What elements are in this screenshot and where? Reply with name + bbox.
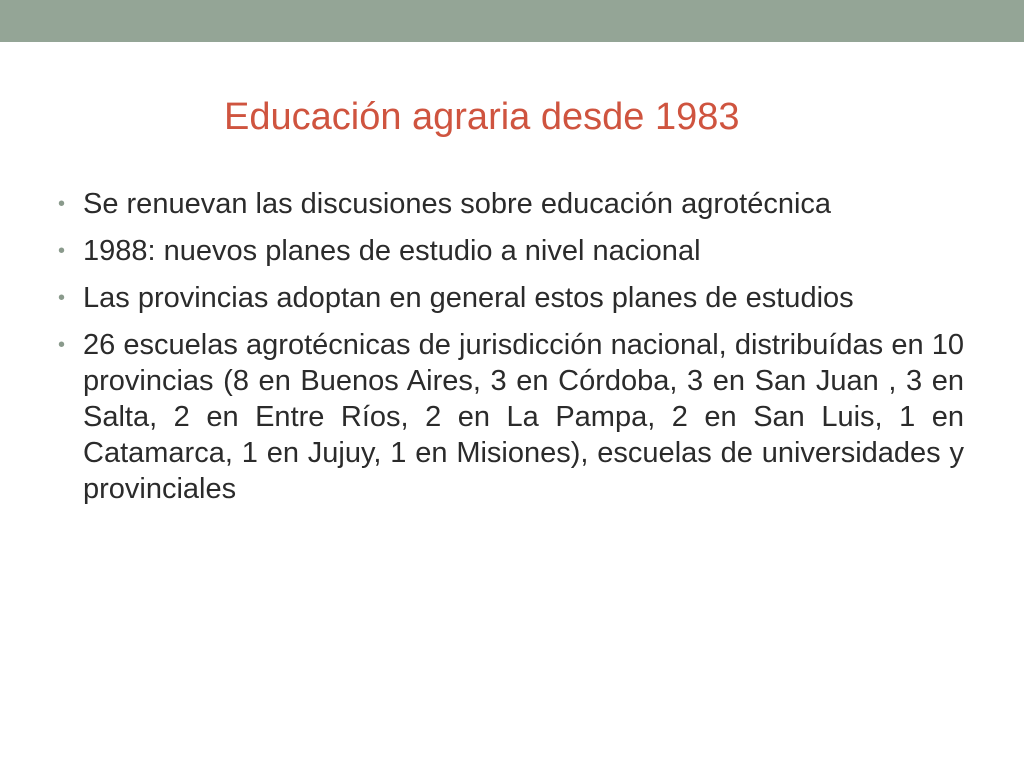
slide-title: Educación agraria desde 1983 <box>224 96 740 138</box>
bullet-item <box>58 233 964 269</box>
bullet-text: 26 escuelas agrotécnicas de jurisdicción nacional, distribuídas en 10 provincias (8 en Buenos Aires, 3 en Córdoba, 3 en San Juan , 3 en Salta, 2 en Entre Ríos, 2 en La Pampa, 2 en San Luis, 1 en Catamarca, 1 en Jujuy, 1 en Misiones), escuelas de universidades y provinciales <box>83 329 964 505</box>
bullet-item <box>58 327 964 507</box>
bullet-icon: • <box>58 193 66 215</box>
bullet-text: Se renuevan las discusiones sobre educación agrotécnica <box>83 188 832 220</box>
bullet-item <box>58 186 964 222</box>
bullet-text: 1988: nuevos planes de estudio a nivel nacional <box>83 235 701 267</box>
bullet-text: Las provincias adoptan en general estos planes de estudios <box>83 282 854 314</box>
bullet-icon: • <box>58 287 66 309</box>
bullet-icon: • <box>58 334 66 356</box>
bullet-icon: • <box>58 240 66 262</box>
top-accent-bar <box>0 0 1024 42</box>
bullet-list <box>58 186 964 518</box>
bullet-item <box>58 280 964 316</box>
